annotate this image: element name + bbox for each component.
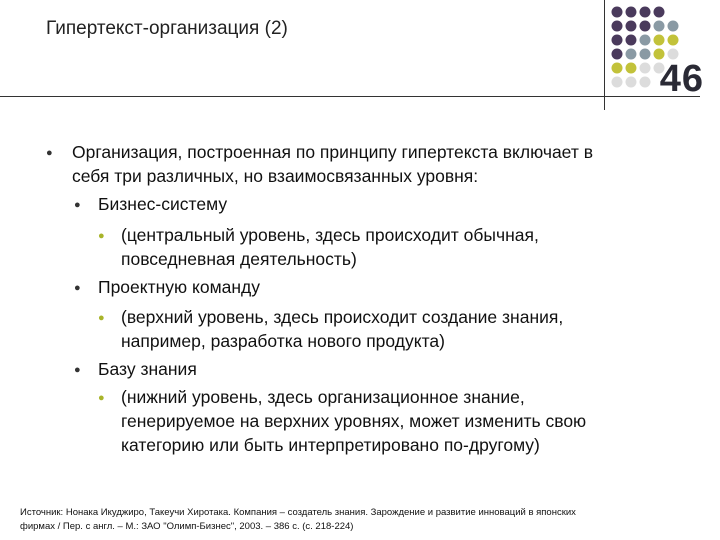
source-line2: фирмах / Пер. с англ. – М.: ЗАО "Олимп-Бизнес", 2003. – 386 с. (с. 218-224) xyxy=(20,521,354,532)
decorative-dot xyxy=(654,7,665,18)
decorative-dot xyxy=(640,63,651,74)
decorative-dot xyxy=(626,35,637,46)
level3-desc-line1: (нижний уровень, здесь организационное знание, xyxy=(121,387,525,407)
level2-title: Проектную команду xyxy=(98,277,261,297)
slide-number: 46 xyxy=(659,58,704,100)
level2-desc-line2: например, разработка нового продукта) xyxy=(121,331,445,351)
decorative-dot xyxy=(640,77,651,88)
decorative-dot xyxy=(668,21,679,32)
intro-text-line2: себя три различных, но взаимосвязанных уровня: xyxy=(72,166,479,186)
decorative-dot xyxy=(612,63,623,74)
bullet-icon: ● xyxy=(98,312,105,324)
bullet-icon: ● xyxy=(74,282,81,294)
decorative-dot xyxy=(612,77,623,88)
decorative-dot xyxy=(626,49,637,60)
decorative-dot xyxy=(626,21,637,32)
decorative-dot xyxy=(612,49,623,60)
horizontal-divider xyxy=(0,96,700,97)
bullet-icon: ● xyxy=(98,230,105,242)
decorative-dot xyxy=(640,49,651,60)
source-citation xyxy=(20,506,576,534)
decorative-dot xyxy=(626,7,637,18)
decorative-dot xyxy=(668,35,679,46)
level1-desc-line1: (центральный уровень, здесь происходит обычная, xyxy=(121,225,539,245)
slide-title: Гипертекст-организация (2) xyxy=(46,18,288,39)
level1-title: Бизнес-систему xyxy=(98,194,228,214)
bullet-icon: ● xyxy=(74,199,81,211)
bullet-icon: ● xyxy=(46,147,53,159)
decorative-dot xyxy=(640,7,651,18)
decorative-dot xyxy=(612,35,623,46)
bullet-icon: ● xyxy=(74,364,81,376)
bullet-icon: ● xyxy=(98,392,105,404)
decorative-dot xyxy=(654,35,665,46)
decorative-dot xyxy=(612,7,623,18)
vertical-divider xyxy=(604,0,605,110)
level1-desc-line2: повседневная деятельность) xyxy=(121,249,357,269)
source-line1: Источник: Нонака Икуджиро, Такеучи Хиротака. Компания – создатель знания. Зарождение и развитие инноваций в японских xyxy=(20,507,576,518)
decorative-dot xyxy=(640,21,651,32)
decorative-dot xyxy=(654,21,665,32)
decorative-dot xyxy=(626,77,637,88)
level3-desc-line2: генерируемое на верхних уровнях, может изменить свою xyxy=(121,411,587,431)
level3-desc-line3: категорию или быть интерпретировано по-другому) xyxy=(121,435,540,455)
level2-desc-line1: (верхний уровень, здесь происходит создание знания, xyxy=(121,307,564,327)
decorative-dot xyxy=(626,63,637,74)
level3-title: Базу знания xyxy=(98,359,197,379)
decorative-dot xyxy=(612,21,623,32)
decorative-dot xyxy=(640,35,651,46)
intro-text-line1: Организация, построенная по принципу гипертекста включает в xyxy=(72,142,594,162)
